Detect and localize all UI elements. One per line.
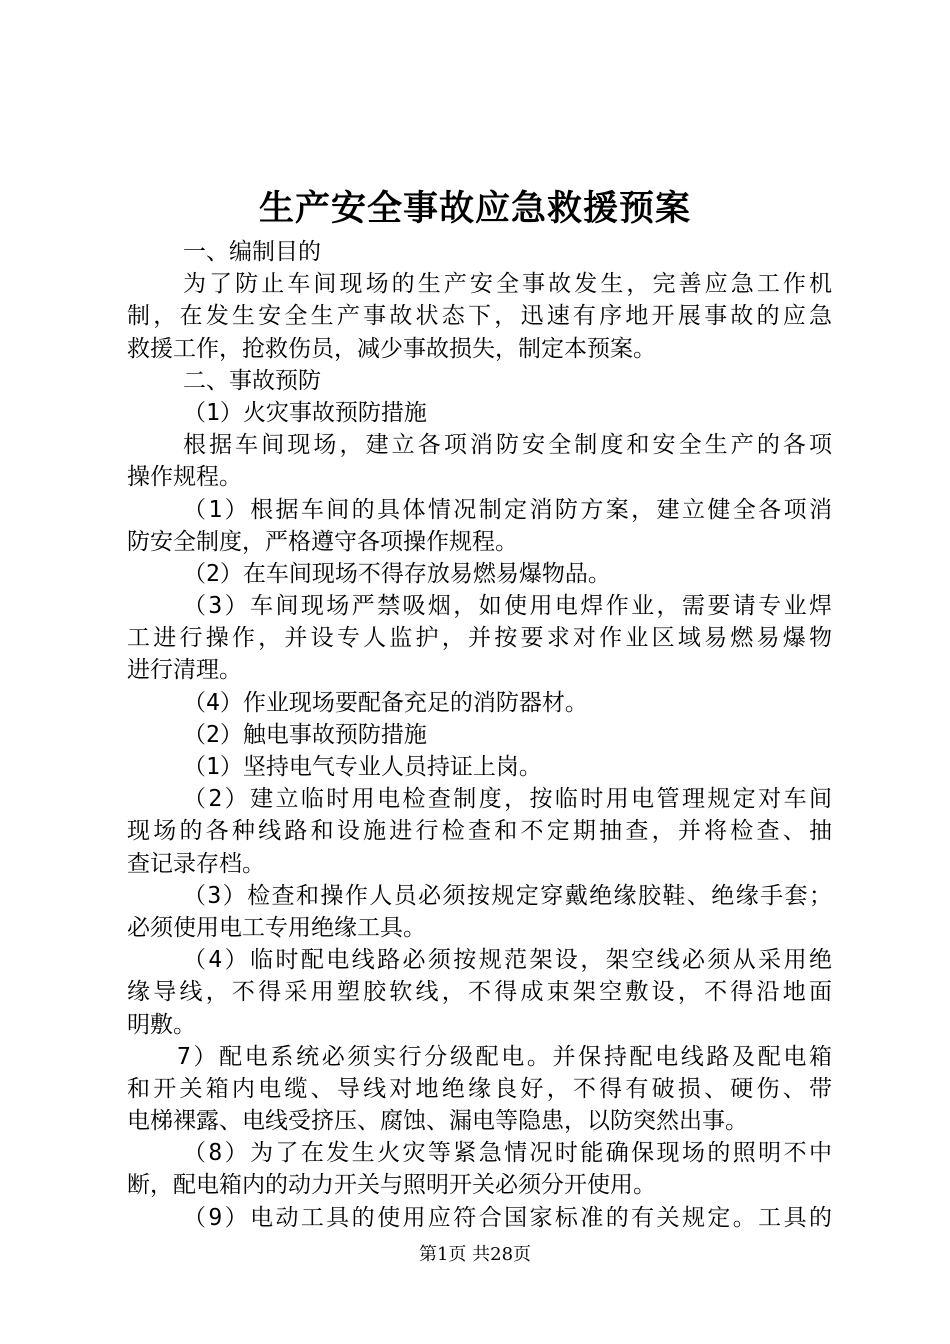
paragraph-line: （1）根据车间的具体情况制定消防方案，建立健全各项消: [183, 496, 832, 523]
paragraph-line: 必须使用电工专用绝缘工具。: [127, 914, 426, 941]
paragraph-line: 二、事故预防: [183, 367, 321, 394]
paragraph-line: （1）坚持电气专业人员持证上岗。: [183, 754, 542, 780]
paragraph-line: 现场的各种线路和设施进行检查和不定期抽查，并将检查、抽: [127, 818, 832, 845]
paragraph-line: 断，配电箱内的动力开关与照明开关必须分开使用。: [127, 1172, 656, 1199]
paragraph-line: 明敷。: [127, 1011, 196, 1038]
paragraph-line: 查记录存档。: [127, 850, 265, 877]
paragraph-line: 制，在发生安全生产事故状态下，迅速有序地开展事故的应急: [127, 303, 832, 330]
paragraph-line: 为了防止车间现场的生产安全事故发生，完善应急工作机: [183, 271, 832, 298]
paragraph-line: （4）临时配电线路必须按规范架设，架空线必须从采用绝: [183, 947, 832, 974]
paragraph-line: 7）配电系统必须实行分级配电。并保持配电线路及配电箱: [177, 1043, 832, 1070]
paragraph-line: 救援工作，抢救伤员，减少事故损失，制定本预案。: [127, 335, 656, 362]
document-body: [127, 236, 832, 1234]
paragraph-line: 根据车间现场，建立各项消防安全制度和安全生产的各项: [183, 432, 832, 459]
document-title: 生产安全事故应急救援预案: [258, 188, 691, 229]
paragraph-line: （3）检查和操作人员必须按规定穿戴绝缘胶鞋、绝缘手套；: [183, 882, 832, 909]
paragraph-line: （4）作业现场要配备充足的消防器材。: [183, 689, 588, 716]
paragraph-line: 进行清理。: [127, 657, 242, 684]
paragraph-line: （8）为了在发生火灾等紧急情况时能确保现场的照明不中: [183, 1140, 832, 1167]
paragraph-line: （3）车间现场严禁吸烟，如使用电焊作业，需要请专业焊: [183, 593, 832, 620]
paragraph-line: 和开关箱内电缆、导线对地绝缘良好，不得有破损、硬伤、带: [127, 1075, 832, 1102]
paragraph-line: （2）触电事故预防措施: [183, 721, 427, 748]
paragraph-line: 操作规程。: [127, 464, 242, 491]
paragraph-line: （9）电动工具的使用应符合国家标准的有关规定。工具的: [183, 1204, 832, 1231]
paragraph-line: 缘导线，不得采用塑胶软线，不得成束架空敷设，不得沿地面: [127, 979, 832, 1006]
paragraph-line: 一、编制目的: [183, 239, 321, 265]
paragraph-line: 电梯裸露、电线受挤压、腐蚀、漏电等隐患，以防突然出事。: [127, 1108, 748, 1135]
page-footer: 第1页 共28页: [418, 1244, 532, 1265]
paragraph-line: （2）建立临时用电检查制度，按临时用电管理规定对车间: [183, 786, 832, 813]
paragraph-line: （2）在车间现场不得存放易燃易爆物品。: [183, 560, 611, 587]
paragraph-line: 防安全制度，严格遵守各项操作规程。: [127, 528, 518, 555]
paragraph-line: 工进行操作，并设专人监护，并按要求对作业区域易燃易爆物: [127, 625, 832, 652]
paragraph-line: （1）火灾事故预防措施: [183, 399, 427, 426]
